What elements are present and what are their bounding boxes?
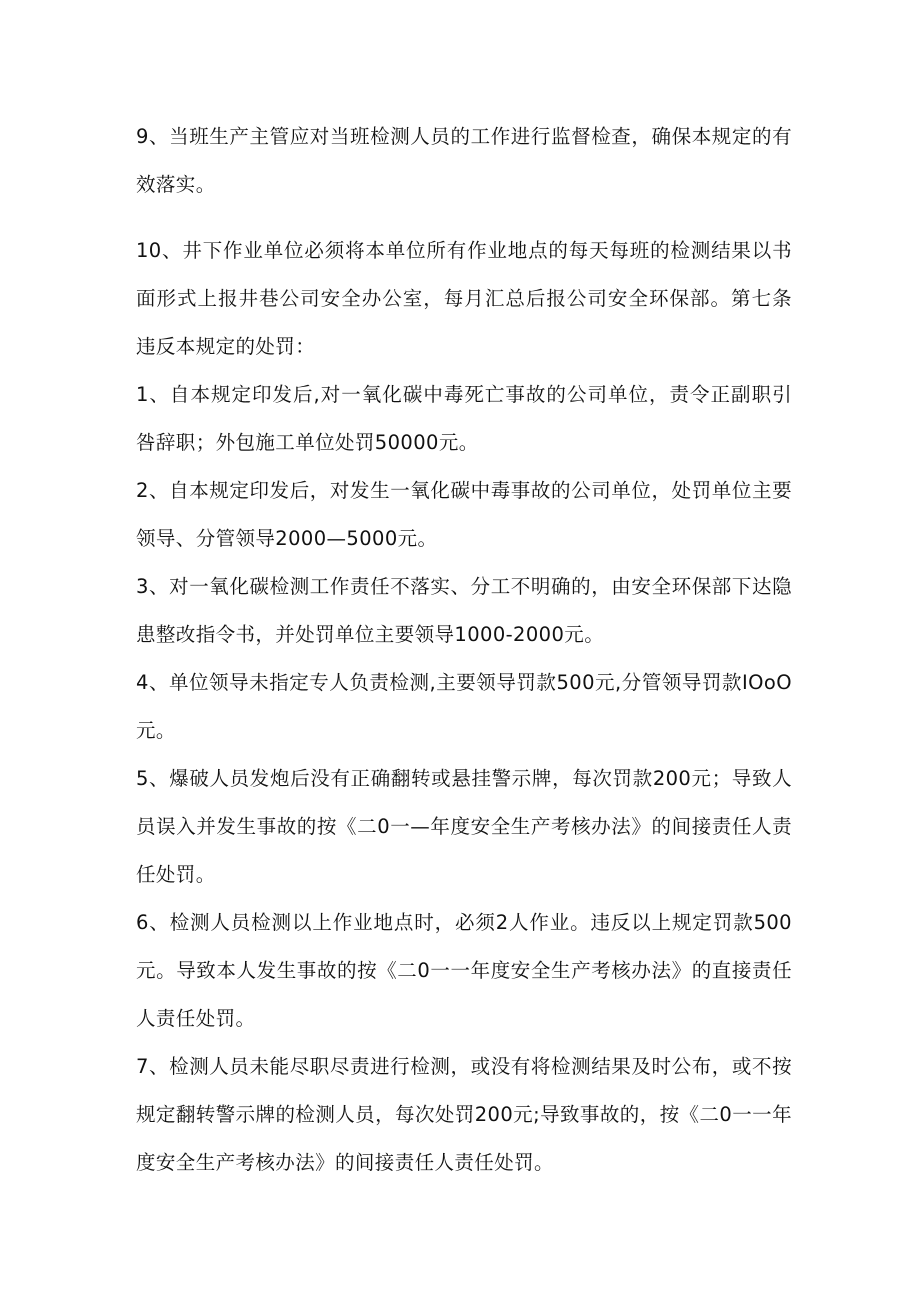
penalty-item-6: 6、检测人员检测以上作业地点时，必须2人作业。违反以上规定罚款500元。导致本人发生事故的按《二0一一年度安全生产考核办法》的直接责任人责任处罚。 (136, 911, 792, 1030)
penalty-item-7: 7、检测人员未能尽职尽责进行检测，或没有将检测结果及时公布，或不按规定翻转警示牌的检测人员，每次处罚200元;导致事故的，按《二0一一年度安全生产考核办法》的间接责任人责任处罚。 (136, 1055, 792, 1174)
paragraph-item-9: 9、当班生产主管应对当班检测人员的工作进行监督检查，确保本规定的有效落实。 (136, 125, 792, 196)
document-body (136, 113, 792, 1187)
penalty-item-2: 2、自本规定印发后，对发生一氧化碳中毒事故的公司单位，处罚单位主要领导、分管领导2000—5000元。 (136, 479, 792, 550)
paragraph-item-10: 10、井下作业单位必须将本单位所有作业地点的每天每班的检测结果以书面形式上报井巷公司安全办公室，每月汇总后报公司安全环保部。第七条违反本规定的处罚： (136, 239, 792, 358)
penalty-item-1: 1、自本规定印发后,对一氧化碳中毒死亡事故的公司单位，责令正副职引咎辞职；外包施工单位处罚50000元。 (136, 383, 792, 454)
penalty-item-5: 5、爆破人员发炮后没有正确翻转或悬挂警示牌，每次罚款200元；导致人员误入并发生事故的按《二0一—年度安全生产考核办法》的间接责任人责任处罚。 (136, 767, 792, 886)
penalty-item-4: 4、单位领导未指定专人负责检测,主要领导罚款500元,分管领导罚款IOoO元。 (136, 671, 792, 742)
penalty-item-3: 3、对一氧化碳检测工作责任不落实、分工不明确的，由安全环保部下达隐患整改指令书，并处罚单位主要领导1000-2000元。 (136, 575, 792, 646)
